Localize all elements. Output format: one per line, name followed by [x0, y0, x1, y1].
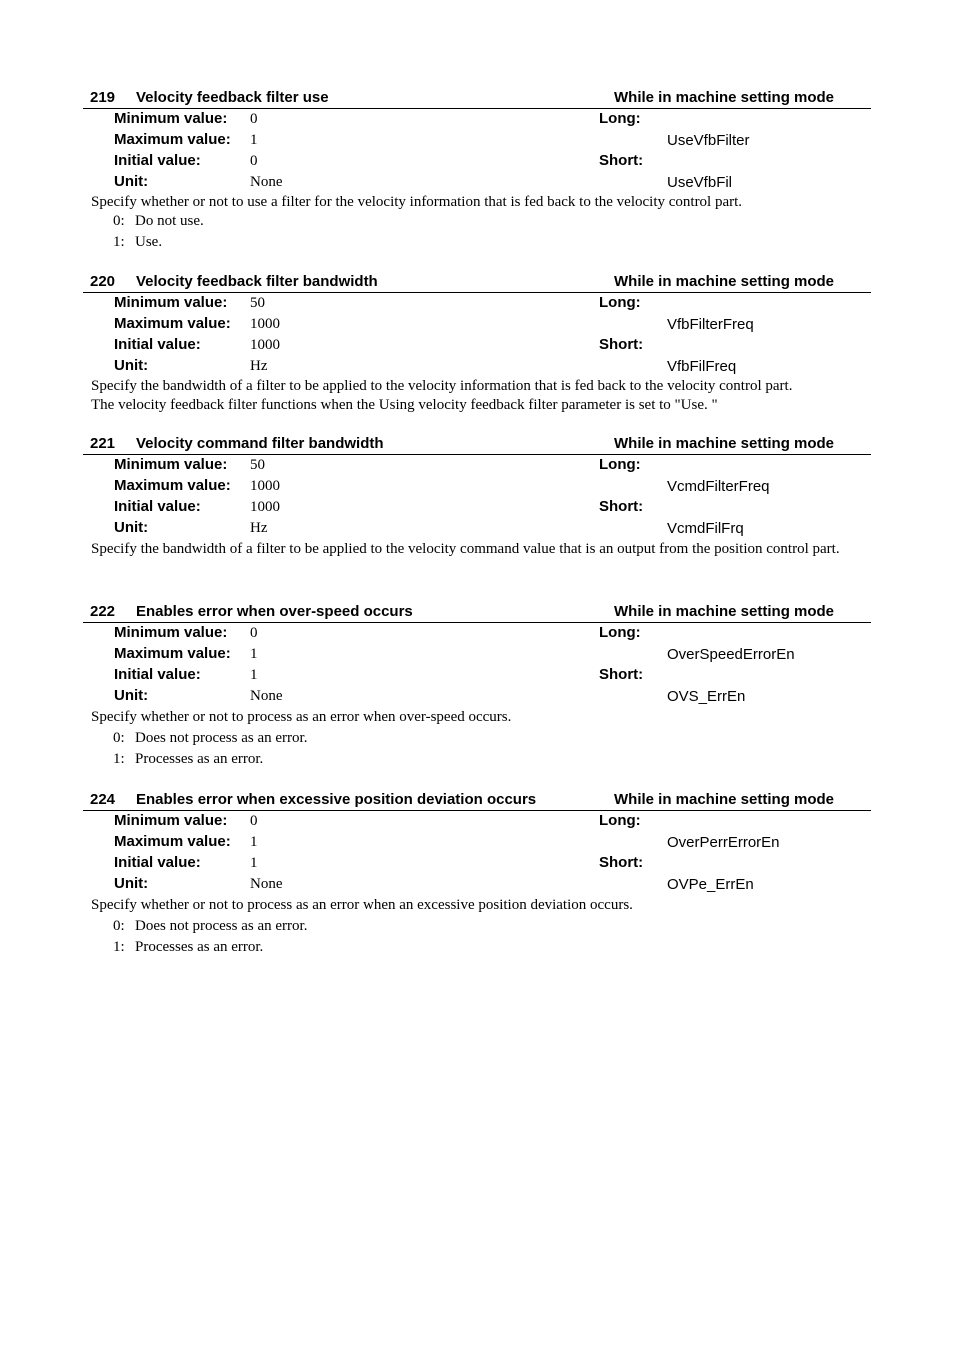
- min-value: 0: [250, 625, 258, 641]
- parameter-mode: While in machine setting mode: [614, 435, 835, 452]
- parameter-name: Velocity command filter bandwidth: [136, 435, 384, 452]
- short-label: Short:: [599, 336, 644, 353]
- unit-label: Unit:: [114, 875, 149, 892]
- option-key: 1:: [113, 234, 125, 250]
- row-init: [83, 335, 871, 356]
- row-unit: [83, 518, 871, 539]
- parameter-name: Velocity feedback filter use: [136, 89, 329, 106]
- parameter-description: Specify the bandwidth of a filter to be applied to the velocity information that is fed back to the velocity control part.: [91, 378, 793, 394]
- init-value: 1: [250, 855, 258, 871]
- row-init: [83, 853, 871, 874]
- option-item: [113, 749, 871, 770]
- init-label: Initial value:: [114, 152, 201, 169]
- unit-value: Hz: [250, 358, 268, 374]
- parameter-number: 224: [90, 791, 116, 808]
- short-name: VfbFilFreq: [667, 358, 737, 375]
- parameter-description: Specify whether or not to process as an error when over-speed occurs.: [91, 709, 512, 725]
- min-value: 0: [250, 111, 258, 127]
- min-label: Minimum value:: [114, 624, 228, 641]
- long-label: Long:: [599, 110, 641, 127]
- short-label: Short:: [599, 666, 644, 683]
- option-item: [113, 211, 871, 232]
- max-value: 1: [250, 646, 258, 662]
- row-max: [83, 832, 871, 853]
- parameter-222: [83, 603, 871, 770]
- row-unit: [83, 686, 871, 707]
- max-label: Maximum value:: [114, 645, 231, 662]
- init-label: Initial value:: [114, 336, 201, 353]
- short-label: Short:: [599, 854, 644, 871]
- parameter-header: [83, 603, 871, 623]
- parameter-description: Specify whether or not to use a filter for the velocity information that is fed back to the velocity control part.: [91, 194, 743, 210]
- init-value: 0: [250, 153, 258, 169]
- min-value: 50: [250, 295, 265, 311]
- max-label: Maximum value:: [114, 131, 231, 148]
- init-label: Initial value:: [114, 854, 201, 871]
- parameter-header: [83, 273, 871, 293]
- row-unit: [83, 172, 871, 193]
- row-max: [83, 476, 871, 497]
- short-name: VcmdFilFrq: [667, 520, 744, 537]
- parameter-header: [83, 791, 871, 811]
- parameter-name: Velocity feedback filter bandwidth: [136, 273, 378, 290]
- option-text: Processes as an error.: [135, 939, 264, 955]
- row-min: [83, 293, 871, 314]
- unit-value: None: [250, 876, 283, 892]
- parameter-number: 219: [90, 89, 116, 106]
- init-value: 1000: [250, 499, 280, 515]
- long-name: OverPerrErrorEn: [667, 834, 780, 851]
- row-max: [83, 130, 871, 151]
- option-key: 1:: [113, 939, 125, 955]
- long-label: Long:: [599, 294, 641, 311]
- max-label: Maximum value:: [114, 833, 231, 850]
- min-label: Minimum value:: [114, 294, 228, 311]
- max-value: 1: [250, 132, 258, 148]
- parameter-219: [83, 89, 871, 253]
- short-label: Short:: [599, 152, 644, 169]
- parameter-number: 221: [90, 435, 116, 452]
- long-name: UseVfbFilter: [667, 132, 750, 149]
- parameter-number: 222: [90, 603, 116, 620]
- min-label: Minimum value:: [114, 110, 228, 127]
- parameter-description: Specify the bandwidth of a filter to be applied to the velocity command value that is an output from the position control part.: [91, 541, 840, 557]
- max-label: Maximum value:: [114, 315, 231, 332]
- row-max: [83, 644, 871, 665]
- parameter-mode: While in machine setting mode: [614, 603, 835, 620]
- short-name: UseVfbFil: [667, 174, 733, 191]
- parameter-description-note: The velocity feedback filter functions when the Using velocity feedback filter parameter is set to "Use. ": [91, 397, 718, 413]
- parameter-mode: While in machine setting mode: [614, 273, 835, 290]
- option-item: [113, 916, 871, 937]
- option-text: Processes as an error.: [135, 751, 264, 767]
- row-unit: [83, 874, 871, 895]
- max-value: 1: [250, 834, 258, 850]
- long-name: VcmdFilterFreq: [667, 478, 770, 495]
- parameter-description: Specify whether or not to process as an error when an excessive position deviation occurs.: [91, 897, 633, 913]
- row-init: [83, 497, 871, 518]
- parameter-mode: While in machine setting mode: [614, 89, 835, 106]
- row-init: [83, 151, 871, 172]
- max-value: 1000: [250, 316, 280, 332]
- option-key: 0:: [113, 730, 125, 746]
- init-value: 1: [250, 667, 258, 683]
- max-label: Maximum value:: [114, 477, 231, 494]
- long-name: OverSpeedErrorEn: [667, 646, 795, 663]
- init-label: Initial value:: [114, 498, 201, 515]
- min-value: 50: [250, 457, 265, 473]
- parameter-220: [83, 273, 871, 416]
- short-name: OVS_ErrEn: [667, 688, 746, 705]
- parameter-221: [83, 435, 871, 560]
- long-label: Long:: [599, 456, 641, 473]
- long-label: Long:: [599, 812, 641, 829]
- unit-label: Unit:: [114, 519, 149, 536]
- unit-label: Unit:: [114, 357, 149, 374]
- unit-value: Hz: [250, 520, 268, 536]
- option-text: Does not process as an error.: [135, 918, 308, 934]
- parameter-224: [83, 791, 871, 958]
- parameter-name: Enables error when excessive position deviation occurs: [136, 791, 537, 808]
- unit-label: Unit:: [114, 687, 149, 704]
- row-init: [83, 665, 871, 686]
- option-text: Use.: [135, 234, 163, 250]
- long-name: VfbFilterFreq: [667, 316, 754, 333]
- min-label: Minimum value:: [114, 812, 228, 829]
- option-item: [113, 232, 871, 253]
- short-name: OVPe_ErrEn: [667, 876, 754, 893]
- row-max: [83, 314, 871, 335]
- row-min: [83, 455, 871, 476]
- unit-value: None: [250, 688, 283, 704]
- option-key: 1:: [113, 751, 125, 767]
- parameter-header: [83, 435, 871, 455]
- option-text: Does not process as an error.: [135, 730, 308, 746]
- row-min: [83, 811, 871, 832]
- init-value: 1000: [250, 337, 280, 353]
- max-value: 1000: [250, 478, 280, 494]
- min-label: Minimum value:: [114, 456, 228, 473]
- min-value: 0: [250, 813, 258, 829]
- row-min: [83, 623, 871, 644]
- row-unit: [83, 356, 871, 377]
- init-label: Initial value:: [114, 666, 201, 683]
- row-min: [83, 109, 871, 130]
- short-label: Short:: [599, 498, 644, 515]
- parameter-name: Enables error when over-speed occurs: [136, 603, 413, 620]
- unit-value: None: [250, 174, 283, 190]
- parameter-mode: While in machine setting mode: [614, 791, 835, 808]
- unit-label: Unit:: [114, 173, 149, 190]
- option-text: Do not use.: [135, 213, 204, 229]
- long-label: Long:: [599, 624, 641, 641]
- option-item: [113, 937, 871, 958]
- option-key: 0:: [113, 213, 125, 229]
- parameter-number: 220: [90, 273, 116, 290]
- parameter-header: [83, 89, 871, 109]
- option-key: 0:: [113, 918, 125, 934]
- option-item: [113, 728, 871, 749]
